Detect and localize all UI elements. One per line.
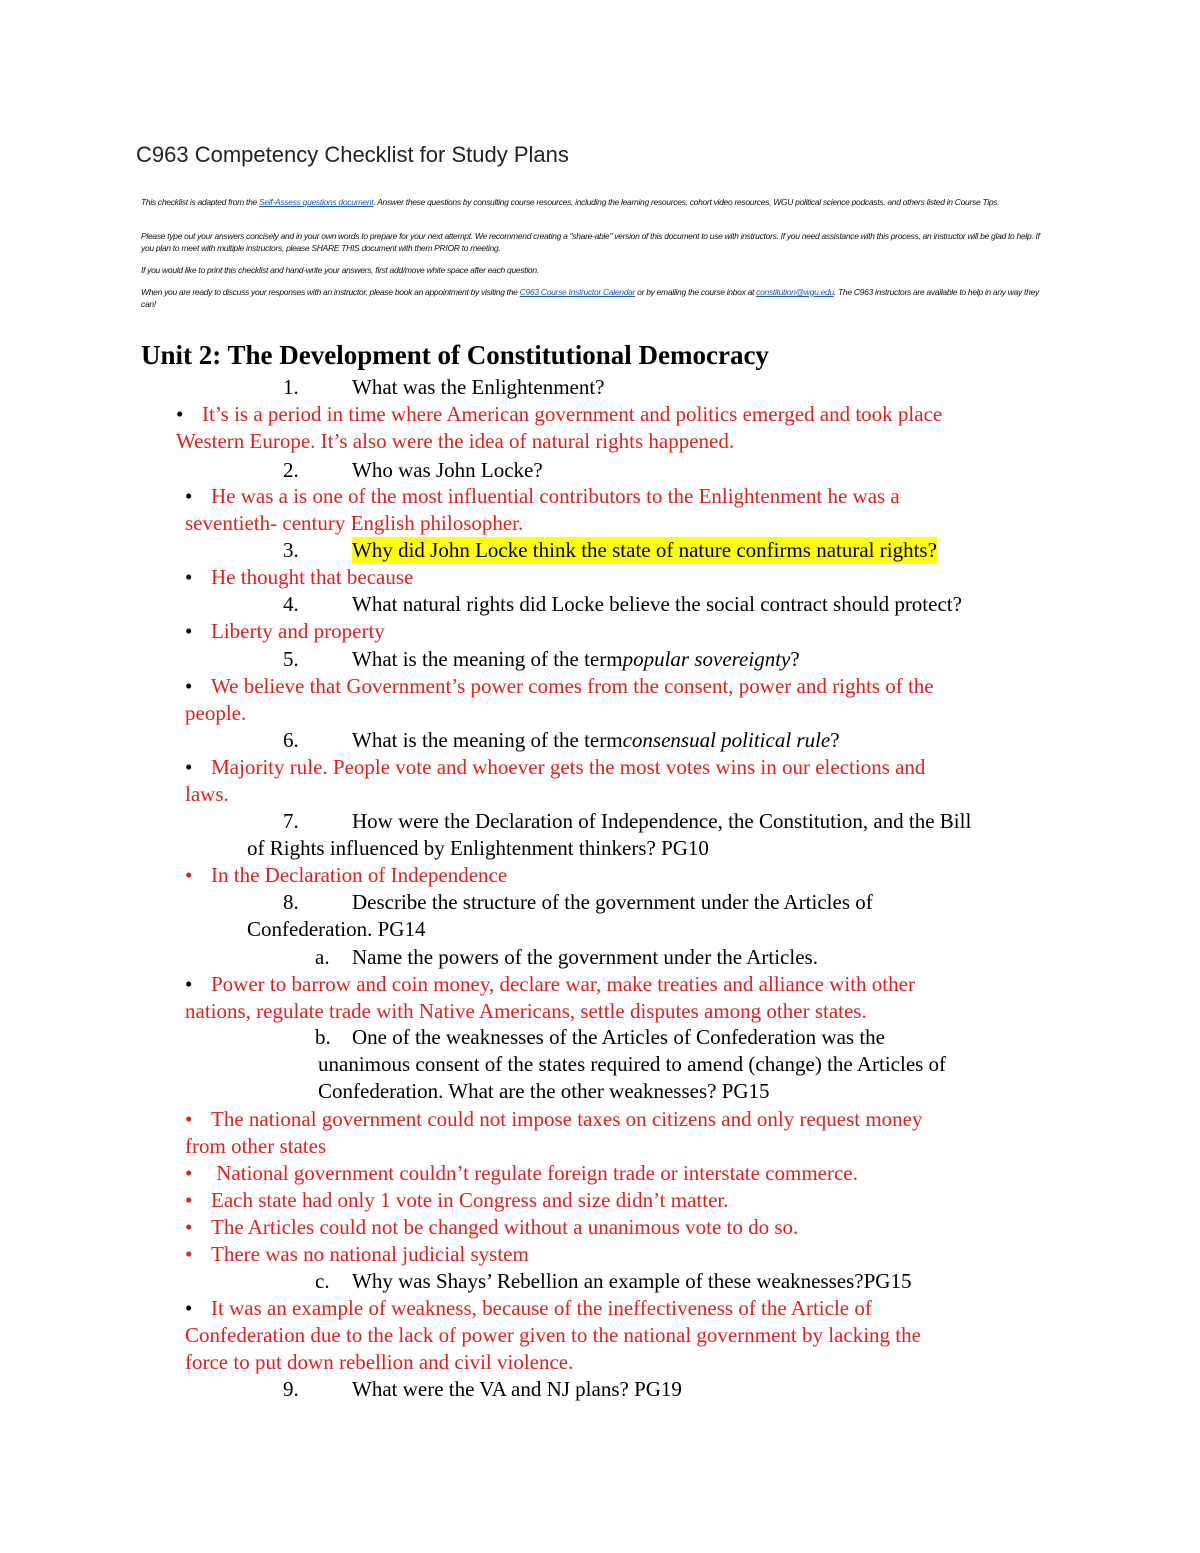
- unit-title: Unit 2: The Development of Constitutional Democracy: [141, 340, 769, 370]
- intro-paragraph-1: This checklist is adapted from the Self-Assess questions document. Answer these questions by consulting course resources, including the learning resources, cohort video resources, WGU political science podcasts, and others listed in Course Tips.: [141, 197, 1000, 207]
- answer-8b-4: • The Articles could not be changed without a unanimous vote to do so.: [185, 1215, 799, 1239]
- question-8b-cont-2: Confederation. What are the other weaknesses? PG15: [318, 1079, 770, 1103]
- answer-8b-1: • The national government could not impose taxes on citizens and only request money: [185, 1107, 923, 1131]
- intro-paragraph-2: Please type out your answers concisely and in your own words to prepare for your next attempt. We recommend creating a "share-able" version of this document to use with instructors. If you need assistance with this process, an instructor will be glad to help. If you plan to meet with multiple instructors, please SHARE THIS document with them PRIOR to meeting.: [141, 231, 1040, 253]
- answer-4: • Liberty and property: [185, 619, 385, 643]
- answer-8b-3: • Each state had only 1 vote in Congress and size didn’t matter.: [185, 1188, 729, 1212]
- answer-3: • He thought that because: [185, 565, 414, 589]
- course-email-link[interactable]: constitution@wgu.edu: [756, 287, 834, 297]
- answer-7: • In the Declaration of Independence: [185, 863, 508, 887]
- answer-5-cont: people.: [185, 701, 247, 725]
- answer-8a: • Power to barrow and coin money, declare war, make treaties and alliance with other: [185, 972, 915, 996]
- answer-1: • It’s is a period in time where American government and politics emerged and took place: [176, 402, 943, 426]
- answer-5: • We believe that Government’s power comes from the consent, power and rights of the: [185, 674, 934, 698]
- intro-paragraph-4: When you are ready to discuss your responses with an instructor, please book an appointment by visiting the C963 Course Instructor Calendar or by emailing the course inbox at constitution@wgu.edu. The C963 instructors are available to help in any way they can!: [141, 287, 1039, 309]
- document-title: C963 Competency Checklist for Study Plans: [136, 142, 569, 167]
- document-page: C963 Competency Checklist for Study Plans This checklist is adapted from the Self-Assess questions document. Answer these questions by consulting course resources, including the learning resources, cohort video resources, WGU political science podcasts, and others listed in Course Tips. Please type out your answers concisely and in your own words to prepare for your next attempt. We recommend creating a "share-able" version of this document to use with instructors. If you need assistance with this process, an instructor will be glad to help. If you plan to meet with multiple instructors, please SHARE THIS document with them PRIOR to meeting. If you would like to print this checklist and hand-write your answers, first add/move white space after each question. When you are ready to discuss your responses with an instructor, please book an appointment by visiting the C963 Course Instructor Calendar or by emailing the course inbox at constitution@wgu.edu. The C963 instructors are available to help in any way they can! Unit 2: The Development of Constitutional Democracy 1. What was the Enlightenment? • It’s is a period in time where American government and politics emerged and took place Western Europe. It’s also were the idea of natural rights happened. 2. Who was John Locke? • He was a is one of the most influential contributors to the Enlightenment he was a seventieth- century English philosopher. 3. Why did John Locke think the state of nature confirms natural rights? • He thought that because 4. What natural rights did Locke believe the social contract should protect? • Liberty and property 5. What is the meaning of the termpopular sovereignty? • We believe that Government’s power comes from the consent, power and rights of the people. 6. What is the meaning of the termconsensual political rule? • Majority rule. People vote and whoever gets the most votes wins in our elections and laws. 7. How were the Declaration of Independence, the Constitution, and the Bill of Rights influenced by Enlightenment thinkers? PG10 • In the Declaration of Independence 8. Describe the structure of the government under the Articles of Confederation. PG14 a. Name the powers of the government under the Articles. • Power to barrow and coin money, declare war, make treaties and alliance with other nations, regulate trade with Native Americans, settle disputes among other states. b. One of the weaknesses of the Articles of Confederation was the unanimous consent of the states required to amend (change) the Articles of Confederation. What are the other weaknesses? PG15 • The national government could not impose taxes on citizens and only request money from other states • National government couldn’t regulate foreign trade or interstate commerce. • Each state had only 1 vote in Congress and size didn’t matter. • The Articles could not be changed without a unanimous vote to do so. • There was no national judicial system c. Why was Shays’ Rebellion an example of these weaknesses?PG15 • It was an example of weakness, because of the ineffectiveness of the Article of Confederation due to the lack of power given to the national government by lacking the force to put down rebellion and civil violence. 9. What were the VA and NJ plans? PG19: [136, 142, 1040, 1401]
- answer-8b-5: • There was no national judicial system: [185, 1242, 529, 1266]
- question-7-cont: of Rights influenced by Enlightenment thinkers? PG10: [247, 836, 709, 860]
- answer-8b-2: • National government couldn’t regulate foreign trade or interstate commerce.: [185, 1161, 858, 1185]
- answer-1-cont: Western Europe. It’s also were the idea of natural rights happened.: [176, 429, 735, 453]
- answer-2-cont: seventieth- century English philosopher.: [185, 511, 524, 535]
- answer-6: • Majority rule. People vote and whoever gets the most votes wins in our elections and: [185, 755, 926, 779]
- answer-8a-cont: nations, regulate trade with Native Americans, settle disputes among other states.: [185, 999, 867, 1023]
- instructor-calendar-link[interactable]: C963 Course Instructor Calendar: [519, 287, 636, 297]
- self-assess-link[interactable]: Self-Assess questions document: [259, 197, 374, 207]
- highlighted-question: Why did John Locke think the state of nature confirms natural rights?: [352, 538, 937, 562]
- question-8b-cont-1: unanimous consent of the states required to amend (change) the Articles of: [318, 1052, 947, 1076]
- answer-8b-1-cont: from other states: [185, 1134, 327, 1158]
- answer-8c-cont-2: force to put down rebellion and civil violence.: [185, 1350, 574, 1374]
- answer-6-cont: laws.: [185, 782, 229, 806]
- answer-2: • He was a is one of the most influential contributors to the Enlightenment he was a: [185, 484, 900, 508]
- answer-8c: • It was an example of weakness, because of the ineffectiveness of the Article of: [185, 1296, 872, 1320]
- question-8-cont: Confederation. PG14: [247, 917, 426, 941]
- answer-8c-cont-1: Confederation due to the lack of power given to the national government by lacking the: [185, 1323, 921, 1347]
- intro-paragraph-3: If you would like to print this checklist and hand-write your answers, first add/move white space after each question.: [141, 265, 539, 275]
